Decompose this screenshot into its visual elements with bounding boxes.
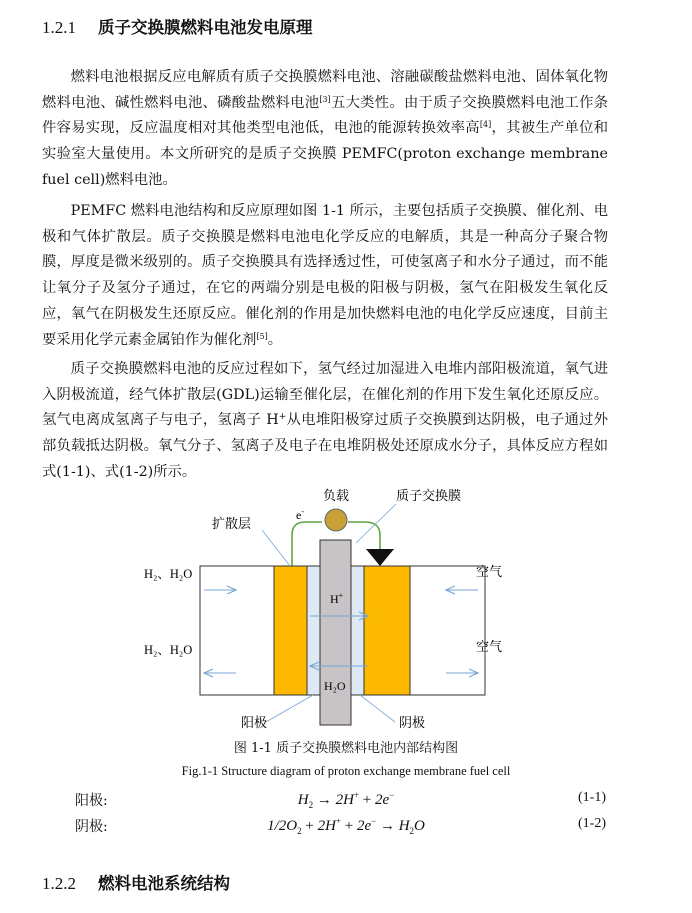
label-load: 负载 [322, 488, 350, 503]
leader-membrane [356, 504, 396, 543]
paragraph-3 [42, 357, 608, 486]
citation-3: [3] [319, 94, 331, 104]
anode-diffusion-layer [307, 566, 320, 695]
cathode-channel-frame [410, 566, 485, 695]
anode-electrode [274, 566, 307, 695]
equation-label-cathode: 阴极: [75, 819, 108, 835]
label-h2-h2o-top: H₂、H₂O [144, 567, 193, 581]
label-water: H₂O [324, 679, 346, 693]
section-title: 质子交换膜燃料电池发电原理 [98, 18, 313, 37]
leader-diffusion [262, 530, 290, 566]
leader-anode [266, 695, 313, 722]
leader-cathode [360, 695, 395, 722]
label-air-bottom: 空气 [476, 639, 503, 654]
label-h2-h2o-bottom: H₂、H₂O [144, 643, 193, 657]
citation-4: [4] [479, 120, 492, 130]
paragraph-2 [42, 199, 608, 353]
equation-anode-expression: $H_2 \to 2H^+ + 2e^-$ [297, 790, 395, 810]
paragraph-2-text-a: PEMFC 燃料电池结构和反应原理如图 1-1 所示，主要包括质子交换膜、催化剂、电极和气体扩散层。质子交换膜是燃料电池电化学反应的电解质，其是一种高分子聚合物膜，厚度是微米级别的。质子交换膜具有选择透过性，可使氢离子和水分子通过，而不能让氧分子及氢分子通过，在它的两端分别是电极的阳极与阴极，氢气在阳极发生氧化反应，氧气在阴极发生还原反应。催化剂的作用是加快燃料电池的电化学反应速度，目前主要采用化学元素金属铂作为催化剂 [42, 203, 608, 348]
equation-number-1-1: (1-1) [578, 790, 606, 805]
proton-exchange-membrane [320, 540, 351, 725]
paragraph-1-text-b: 五大类性。由于质子交换膜燃料电池工作条件容易实现，反应温度相对其他类型电池低，电池的能源转换效率高 [42, 94, 608, 137]
equation-cathode-expression: $1/2O_2 + 2H^+ + 2e^- \to H_2O$ [267, 816, 425, 836]
equation-1-1 [0, 790, 692, 812]
label-electron: e- [296, 507, 304, 522]
section-heading-1-2-1 [42, 14, 313, 38]
citation-5: [5] [256, 331, 268, 341]
equation-1-2 [0, 816, 692, 838]
section-title-2: 燃料电池系统结构 [98, 874, 230, 893]
proton-superscript: + [278, 412, 287, 423]
label-anode: 阳极 [241, 715, 268, 730]
anode-channel-frame [200, 566, 274, 695]
paragraph-1-text-a: 燃料电池根据反应电解质有质子交换膜燃料电池、溶融碳酸盐燃料电池、固体氧化物燃料电池、碱性燃料电池、磷酸盐燃料电池 [42, 69, 608, 111]
label-proton: H+ [330, 591, 344, 606]
section-heading-1-2-2 [42, 870, 230, 894]
label-cathode: 阴极 [399, 715, 426, 730]
equation-number-1-2: (1-2) [578, 816, 606, 831]
figure-caption-cn: 图 1-1 质子交换膜燃料电池内部结构图 [233, 741, 459, 756]
equation-label-anode: 阳极: [75, 793, 108, 809]
external-circuit-wire [292, 522, 322, 566]
section-number-2: 1.2.2 [42, 874, 76, 893]
paragraph-1 [42, 65, 608, 194]
label-membrane: 质子交换膜 [396, 488, 462, 503]
paragraph-1-text-c: ，其被生产单位和实验室大量使用。本文所研究的是质子交换膜 PEMFC(proton exchange membrane fuel cell)燃料电池。 [42, 120, 609, 188]
label-diffusion: 扩散层 [212, 516, 252, 531]
cathode-electrode [364, 566, 410, 695]
external-circuit-wire-right [348, 522, 380, 550]
figure-caption-en: Fig.1-1 Structure diagram of proton exchange membrane fuel cell [181, 764, 511, 778]
cathode-diffusion-layer [351, 566, 364, 695]
diode-triangle [366, 549, 394, 566]
load-circle [325, 509, 347, 531]
paragraph-3-text-b: 从电堆阳极穿过质子交换膜到达阴极，电子通过外部负载抵达阴极。氧气分子、氢离子及电子在电堆阴极处还原成水分子，具体反应方程如式(1-1)、式(1-2)所示。 [42, 412, 609, 480]
paragraph-3-text-a: 质子交换膜燃料电池的反应过程如下，氢气经过加湿进入电堆内部阳极流道，氧气进入阴极流道，经气体扩散层(GDL)运输至催化层，在催化剂的作用下发生氧化还原反应。氢气电离成氢离子与电子，氢离子 H [42, 361, 608, 429]
paragraph-2-text-b: 。 [267, 331, 283, 348]
label-air-top: 空气 [476, 564, 503, 579]
section-number: 1.2.1 [42, 18, 76, 37]
